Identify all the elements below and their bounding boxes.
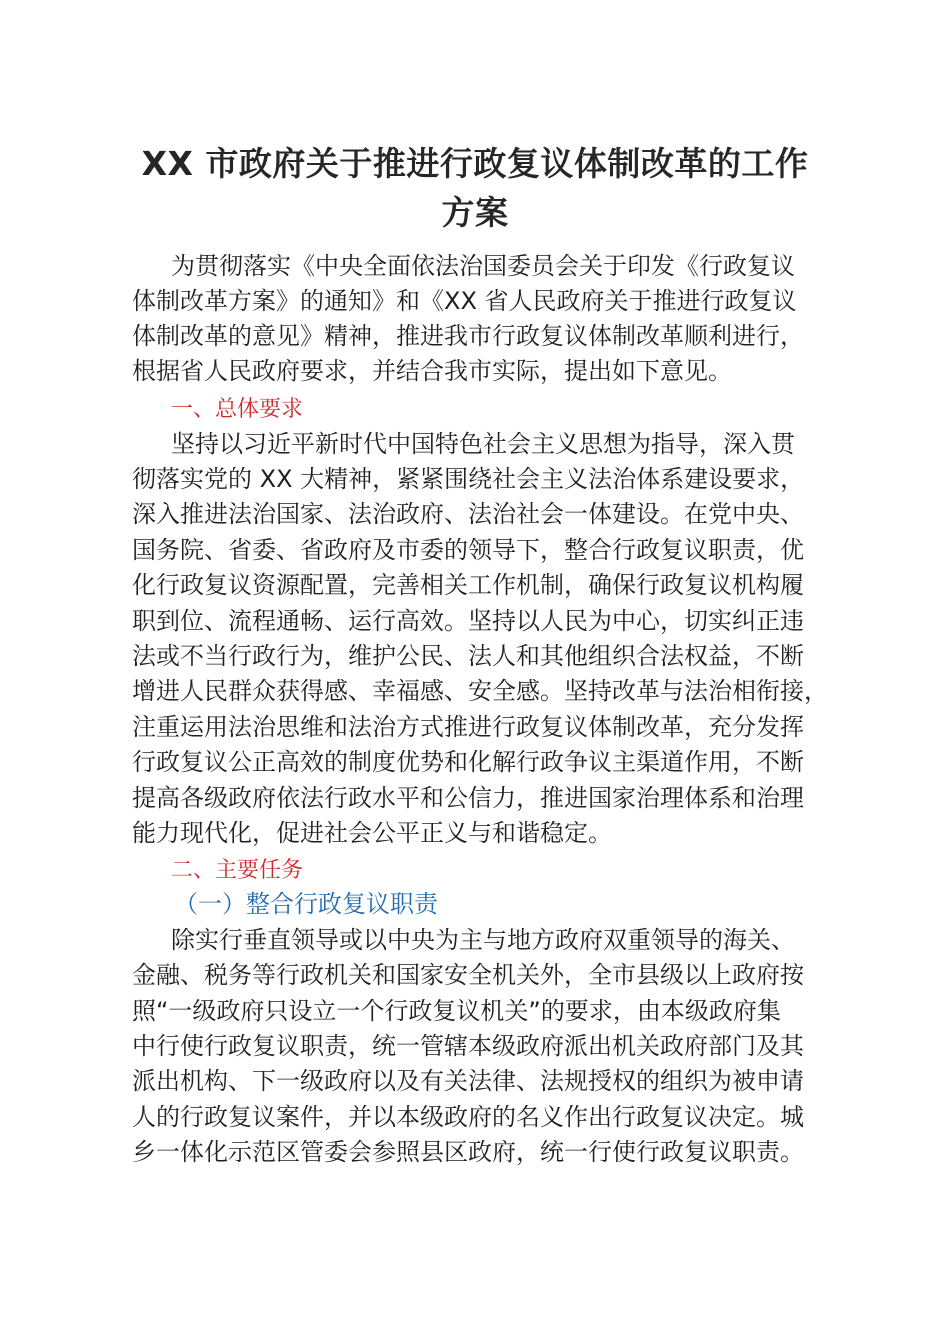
section-heading-overall-requirements: 一、总体要求 [171,397,304,422]
subsection1-line: 除实行垂直领导或以中央为主与地方政府双重领导的海关、 [171,926,795,954]
subsection1-line: 金融、税务等行政机关和国家安全机关外，全市县级以上政府按 [132,961,804,989]
subsection1-line: 中行使行政复议职责，统一管辖本级政府派出机关政府部门及其 [132,1032,804,1060]
intro-line: 体制改革的意见》精神，推进我市行政复议体制改革顺利进行， [132,322,804,350]
subsection-heading-integrate-duties: （一）整合行政复议职责 [174,890,438,918]
section1-line: 增进人民群众获得感、幸福感、安全感。坚持改革与法治相衔接， [132,677,828,705]
section1-line: 化行政复议资源配置，完善相关工作机制，确保行政复议机构履 [132,571,804,599]
section1-line: 坚持以习近平新时代中国特色社会主义思想为指导，深入贯 [171,430,795,458]
section-heading-main-tasks: 二、主要任务 [171,858,304,883]
subsection1-line: 照“一级政府只设立一个行政复议机关”的要求，由本级政府集 [132,997,781,1025]
document-title-line-1: XX 市政府关于推进行政复议体制改革的工作 [141,144,809,183]
section1-line: 注重运用法治思维和法治方式推进行政复议体制改革，充分发挥 [132,713,804,741]
section1-line: 行政复议公正高效的制度优势和化解行政争议主渠道作用，不断 [132,748,804,776]
section1-line: 深入推进法治国家、法治政府、法治社会一体建设。在党中央、 [132,500,804,528]
section1-line: 职到位、流程通畅、运行高效。坚持以人民为中心，切实纠正违 [132,607,804,635]
subsection1-line: 人的行政复议案件，并以本级政府的名义作出行政复议决定。城 [132,1103,804,1131]
section1-line: 能力现代化，促进社会公平正义与和谐稳定。 [132,819,612,847]
intro-line: 根据省人民政府要求，并结合我市实际，提出如下意见。 [132,357,732,385]
section1-line: 彻落实党的 XX 大精神，紧紧围绕社会主义法治体系建设要求， [132,465,805,493]
subsection1-line: 乡一体化示范区管委会参照县区政府，统一行使行政复议职责。 [132,1138,804,1166]
section1-line: 法或不当行政行为，维护公民、法人和其他组织合法权益，不断 [132,642,804,670]
document-title-line-2: 方案 [441,193,509,232]
section1-line: 提高各级政府依法行政水平和公信力，推进国家治理体系和治理 [132,784,804,812]
intro-line: 为贯彻落实《中央全面依法治国委员会关于印发《行政复议 [171,252,795,280]
section1-line: 国务院、省委、省政府及市委的领导下，整合行政复议职责，优 [132,536,804,564]
subsection1-line: 派出机构、下一级政府以及有关法律、法规授权的组织为被申请 [132,1067,804,1095]
intro-line: 体制改革方案》的通知》和《XX 省人民政府关于推进行政复议 [132,287,797,315]
